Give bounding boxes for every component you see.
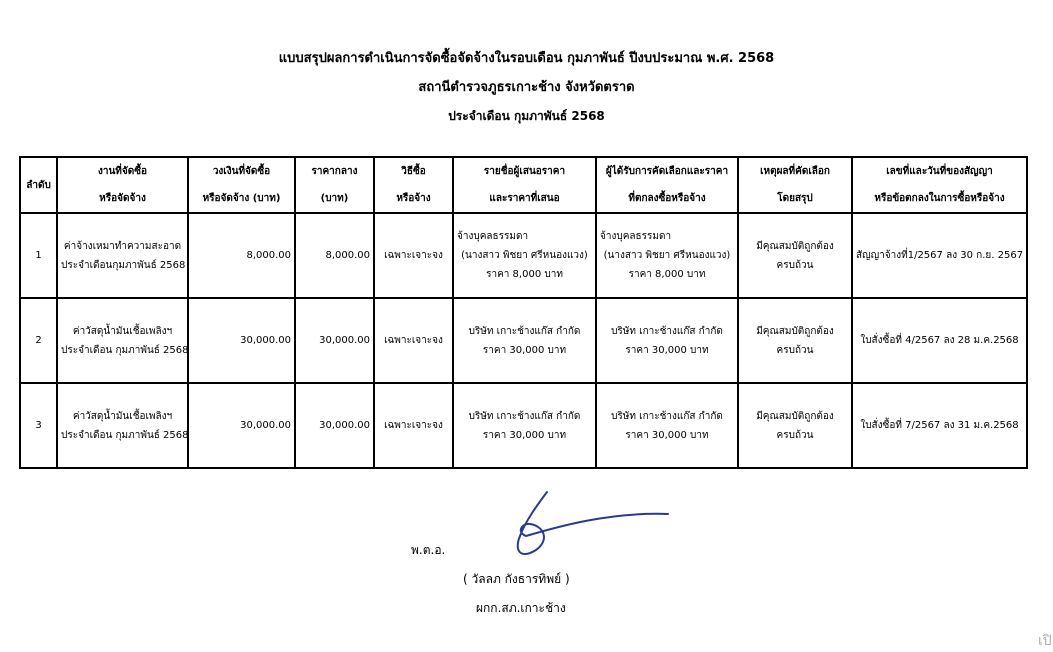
row-budget: 30,000.00 (188, 383, 295, 468)
col-header-order: ลำดับ (20, 157, 57, 213)
row-bidders: บริษัท เกาะช้างแก๊ส กำกัด ราคา 30,000 บาท (453, 298, 596, 383)
row-number: 1 (20, 213, 57, 298)
row-item: ค่าจ้างเหมาทำความสะอาด ประจำเดือนกุมภาพันธ์ 2568 (57, 213, 188, 298)
col-header-item: งานที่จัดซื้อ หรือจัดจ้าง (57, 157, 188, 213)
row-contract: สัญญาจ้างที่1/2567 ลง 30 ก.ย. 2567 (852, 213, 1027, 298)
row-contract: ใบสั่งซื้อที่ 7/2567 ลง 31 ม.ค.2568 (852, 383, 1027, 468)
signer-name: ( วัลลภ กังธารทิพย์ ) (463, 572, 570, 586)
corner-watermark-text: เปิ (1038, 633, 1052, 649)
row-median-price: 30,000.00 (295, 298, 374, 383)
signer-position: ผกก.สภ.เกาะช้าง (476, 601, 566, 615)
row-method: เฉพาะเจาะจง (374, 383, 453, 468)
row-winner: บริษัท เกาะช้างแก๊ส กำกัด ราคา 30,000 บาท (596, 298, 738, 383)
row-winner: บริษัท เกาะช้างแก๊ส กำกัด ราคา 30,000 บาท (596, 383, 738, 468)
row-method: เฉพาะเจาะจง (374, 213, 453, 298)
col-header-contract: เลขที่และวันที่ของสัญญา หรือข้อตกลงในการซื้อหรือจ้าง (852, 157, 1027, 213)
table-row (20, 213, 1027, 298)
row-number: 3 (20, 383, 57, 468)
col-header-median-price: ราคากลาง (บาท) (295, 157, 374, 213)
table-body (20, 213, 1027, 468)
table-header (20, 157, 1027, 213)
table-row (20, 383, 1027, 468)
row-bidders: บริษัท เกาะช้างแก๊ส กำกัด ราคา 30,000 บาท (453, 383, 596, 468)
col-header-budget: วงเงินที่จัดซื้อ หรือจัดจ้าง (บาท) (188, 157, 295, 213)
document-header (0, 44, 1053, 131)
row-budget: 30,000.00 (188, 298, 295, 383)
row-reason: มีคุณสมบัติถูกต้อง ครบถ้วน (738, 213, 852, 298)
report-month: ประจำเดือน กุมภาพันธ์ 2568 (448, 109, 605, 123)
row-median-price: 8,000.00 (295, 213, 374, 298)
station-name: สถานีตำรวจภูธรเกาะช้าง จังหวัดตราด (418, 80, 635, 95)
signer-rank: พ.ต.อ. (411, 543, 446, 557)
row-reason: มีคุณสมบัติถูกต้อง ครบถ้วน (738, 298, 852, 383)
row-winner: จ้างบุคลธรรมดา (นางสาว พิชยา ศรีหนองแวง) ราคา 8,000 บาท (596, 213, 738, 298)
row-bidders: จ้างบุคลธรรมดา (นางสาว พิชยา ศรีหนองแวง) ราคา 8,000 บาท (453, 213, 596, 298)
report-title: แบบสรุปผลการดำเนินการจัดซื้อจัดจ้างในรอบเดือน กุมภาพันธ์ ปีงบประมาณ พ.ศ. 2568 (278, 51, 775, 66)
col-header-bidders: รายชื่อผู้เสนอราคา และราคาที่เสนอ (453, 157, 596, 213)
header-row (20, 157, 1027, 213)
row-method: เฉพาะเจาะจง (374, 298, 453, 383)
table-row (20, 298, 1027, 383)
row-number: 2 (20, 298, 57, 383)
row-contract: ใบสั่งซื้อที่ 4/2567 ลง 28 ม.ค.2568 (852, 298, 1027, 383)
col-header-winner: ผู้ได้รับการคัดเลือกและราคา ที่ตกลงซื้อหรือจ้าง (596, 157, 738, 213)
row-item: ค่าวัสดุน้ำมันเชื้อเพลิงฯ ประจำเดือน กุมภาพันธ์ 2568 (57, 298, 188, 383)
row-budget: 8,000.00 (188, 213, 295, 298)
procurement-summary-table (19, 156, 1028, 469)
col-header-method: วิธีซื้อ หรือจ้าง (374, 157, 453, 213)
row-median-price: 30,000.00 (295, 383, 374, 468)
row-item: ค่าวัสดุน้ำมันเชื้อเพลิงฯ ประจำเดือน กุมภาพันธ์ 2568 (57, 383, 188, 468)
col-header-reason: เหตุผลที่คัดเลือก โดยสรุป (738, 157, 852, 213)
handwritten-signature (500, 490, 675, 560)
row-reason: มีคุณสมบัติถูกต้อง ครบถ้วน (738, 383, 852, 468)
